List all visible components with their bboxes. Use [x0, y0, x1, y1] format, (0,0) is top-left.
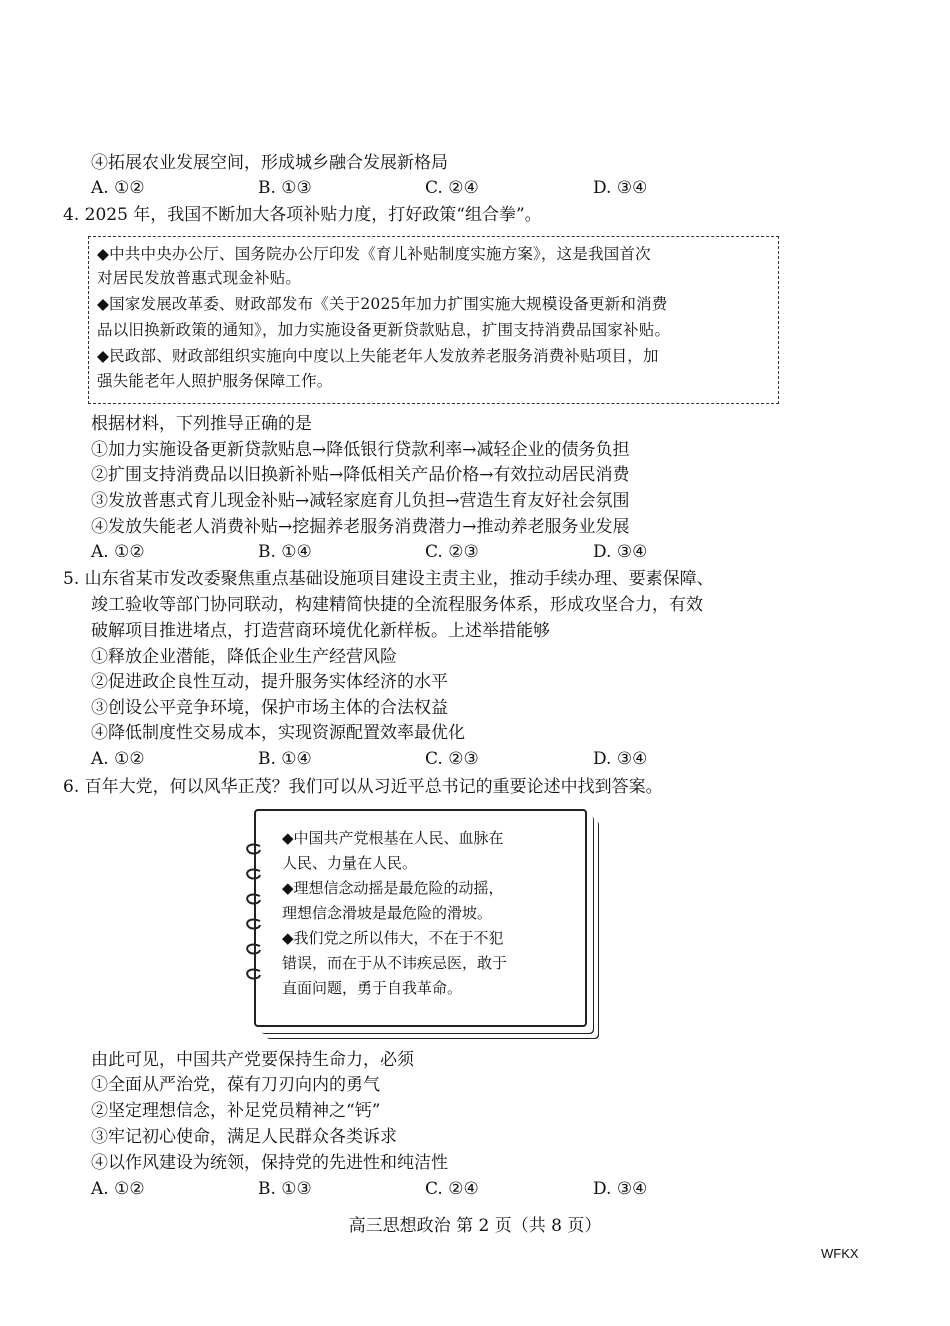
- q4-material-line: ◆中共中央办公厅、国务院办公厅印发《育儿补贴制度实施方案》，这是我国首次: [97, 245, 651, 263]
- q5-stem-line: 5. 山东省某市发改委聚焦重点基础设施项目建设主责主业，推动手续办理、要素保障、: [63, 569, 714, 589]
- spiral-ring-icon: [244, 868, 262, 882]
- q4-item-4: ④发放失能老人消费补贴→挖掘养老服务消费潜力→推动养老服务业发展: [91, 517, 630, 537]
- q3-option-a: A. ①②: [91, 178, 145, 198]
- q4-material-line: 对居民发放普惠式现金补贴。: [97, 269, 302, 287]
- spiral-ring-icon: [244, 943, 262, 957]
- q6-option-a: A. ①②: [91, 1179, 145, 1199]
- q4-item-1: ①加力实施设备更新贷款贴息→降低银行贷款利率→减轻企业的债务负担: [91, 440, 630, 460]
- q6-note-line: 直面问题，勇于自我革命。: [282, 979, 463, 997]
- q6-note-line: 错误，而在于从不讳疾忌医，敢于: [282, 954, 508, 972]
- q6-item-3: ③牢记初心使命，满足人民群众各类诉求: [91, 1127, 397, 1147]
- q6-note-line: ◆理想信念动摇是最危险的动摇，: [282, 879, 504, 897]
- q5-item-3: ③创设公平竞争环境，保护市场主体的合法权益: [91, 698, 448, 718]
- q6-note-line: ◆我们党之所以伟大，不在于不犯: [282, 929, 504, 947]
- spiral-ring-icon: [244, 968, 262, 982]
- spiral-ring-icon: [244, 893, 262, 907]
- q6-note-line: 人民、力量在人民。: [282, 854, 418, 872]
- q4-option-a: A. ①②: [91, 542, 145, 562]
- q6-item-1: ①全面从严治党，葆有刀刃向内的勇气: [91, 1075, 380, 1095]
- q5-item-4: ④降低制度性交易成本，实现资源配置效率最优化: [91, 723, 465, 743]
- q4-material-box: [88, 236, 779, 404]
- q6-notebook-material: [254, 809, 587, 1027]
- q4-item-2: ②扩围支持消费品以旧换新补贴→降低相关产品价格→有效拉动居民消费: [91, 465, 630, 485]
- q5-item-2: ②促进政企良性互动，提升服务实体经济的水平: [91, 672, 448, 692]
- q3-option-d: D. ③④: [593, 178, 648, 198]
- q6-stem: 6. 百年大党，何以风华正茂？我们可以从习近平总书记的重要论述中找到答案。: [63, 777, 663, 797]
- q4-material-line: 品以旧换新政策的通知》，加力实施设备更新贷款贴息，扩围支持消费品国家补贴。: [97, 321, 671, 339]
- q4-material-line: ◆国家发展改革委、财政部发布《关于2025年加力扩围实施大规模设备更新和消费: [97, 295, 668, 313]
- q6-item-2: ②坚定理想信念，补足党员精神之“钙”: [91, 1101, 381, 1121]
- q4-option-c: C. ②③: [425, 542, 479, 562]
- q6-note-line: 理想信念滑坡是最危险的滑坡。: [282, 904, 493, 922]
- q3-option-b: B. ①③: [258, 178, 312, 198]
- q6-option-b: B. ①③: [258, 1179, 312, 1199]
- q6-question: 由此可见，中国共产党要保持生命力，必须: [91, 1050, 414, 1070]
- q6-option-c: C. ②④: [425, 1179, 479, 1199]
- q4-item-3: ③发放普惠式育儿现金补贴→减轻家庭育儿负担→营造生育友好社会氛围: [91, 491, 630, 511]
- q5-option-d: D. ③④: [593, 749, 648, 769]
- spiral-ring-icon: [244, 843, 262, 857]
- q4-option-b: B. ①④: [258, 542, 312, 562]
- q5-stem-line: 破解项目推进堵点，打造营商环境优化新样板。上述举措能够: [91, 621, 550, 641]
- q5-option-a: A. ①②: [91, 749, 145, 769]
- corner-mark: WFKX: [821, 1246, 859, 1261]
- spiral-ring-icon: [244, 918, 262, 932]
- q6-option-d: D. ③④: [593, 1179, 648, 1199]
- q4-question: 根据材料，下列推导正确的是: [91, 414, 312, 434]
- q6-item-4: ④以作风建设为统领，保持党的先进性和纯洁性: [91, 1153, 448, 1173]
- q4-material-line: ◆民政部、财政部组织实施向中度以上失能老年人发放养老服务消费补贴项目，加: [97, 347, 659, 365]
- q5-item-1: ①释放企业潜能，降低企业生产经营风险: [91, 647, 397, 667]
- q4-option-d: D. ③④: [593, 542, 648, 562]
- q5-option-c: C. ②③: [425, 749, 479, 769]
- q4-material-line: 强失能老年人照护服务保障工作。: [97, 372, 333, 390]
- q5-option-b: B. ①④: [258, 749, 312, 769]
- q3-item-4: ④拓展农业发展空间，形成城乡融合发展新格局: [91, 153, 448, 173]
- q6-note-line: ◆中国共产党根基在人民、血脉在: [282, 829, 504, 847]
- q4-stem: 4. 2025 年，我国不断加大各项补贴力度，打好政策“组合拳”。: [63, 205, 542, 225]
- page-footer: 高三思想政治 第 2 页（共 8 页）: [348, 1216, 602, 1236]
- q3-option-c: C. ②④: [425, 178, 479, 198]
- q5-stem-line: 竣工验收等部门协同联动，构建精简快捷的全流程服务体系，形成攻坚合力，有效: [91, 595, 703, 615]
